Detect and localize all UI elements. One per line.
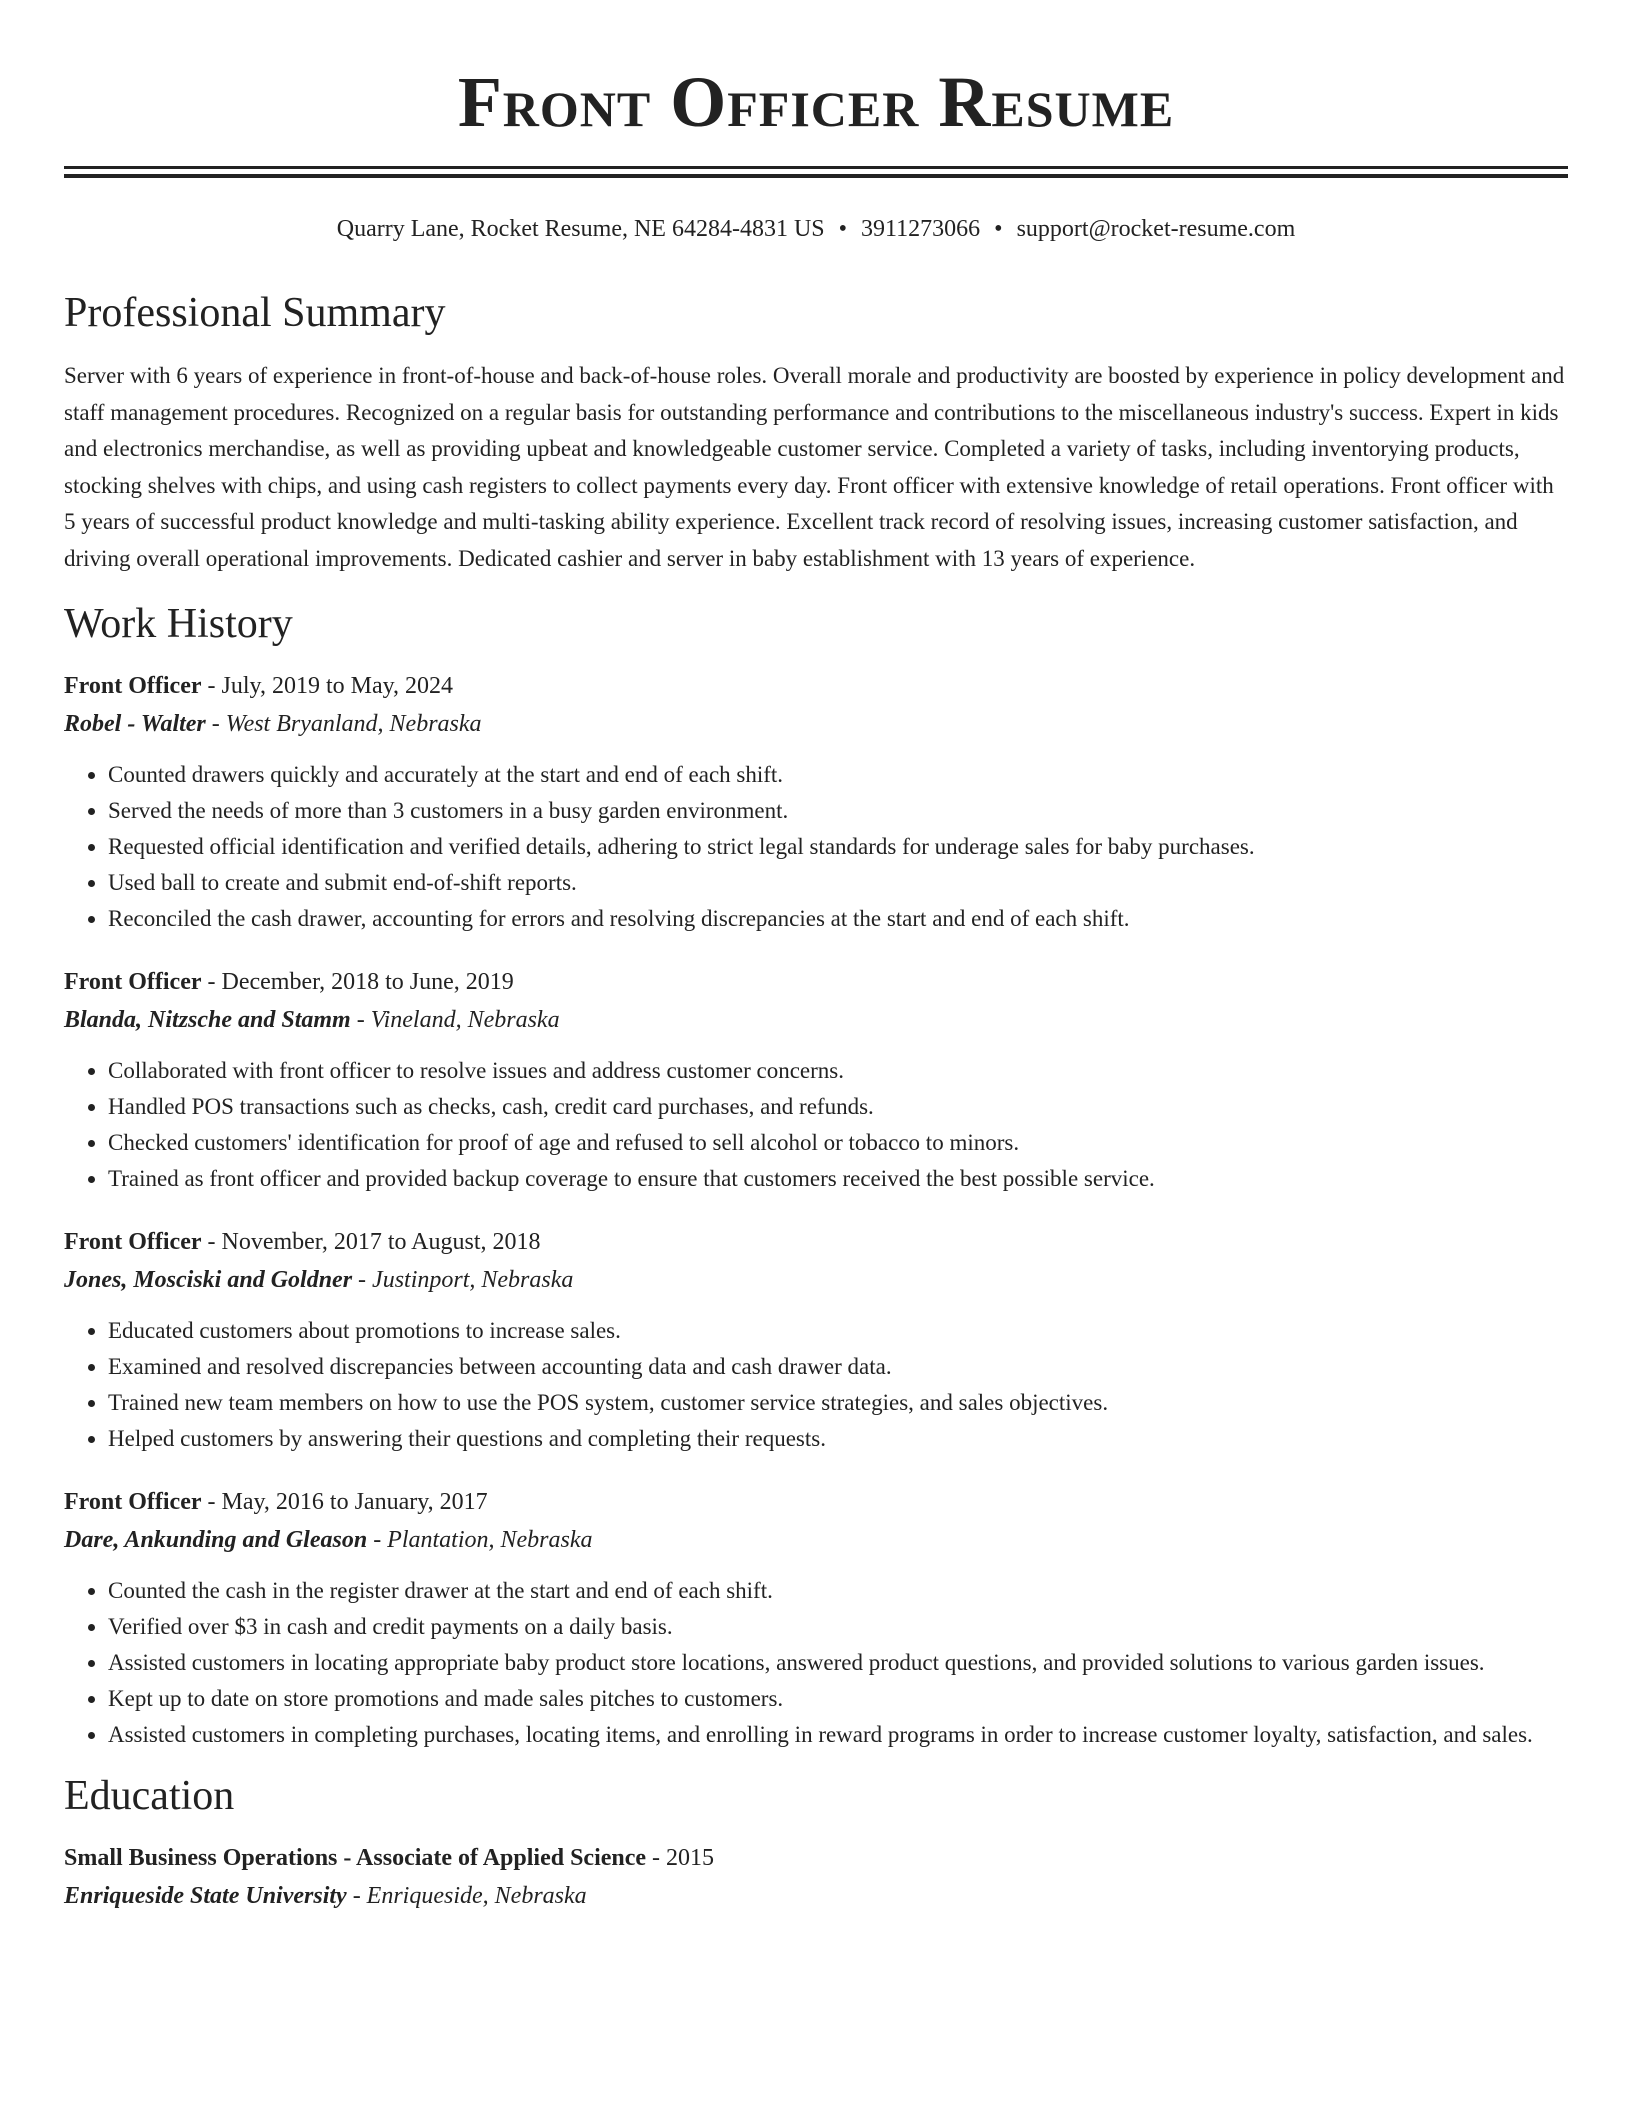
employer-location: - Vineland, Nebraska xyxy=(350,1007,560,1033)
summary-heading: Professional Summary xyxy=(64,290,446,336)
duty-item: • Assisted customers in locating appropriate baby product store locations, answered product questions, and provided solutions to various garden issues. xyxy=(108,1645,1568,1681)
duties-list xyxy=(64,1053,1568,1197)
job-dates: - December, 2018 to June, 2019 xyxy=(201,969,514,995)
duty-item: • Requested official identification and verified details, adhering to strict legal standards for underage sales for baby purchases. xyxy=(108,829,1568,865)
employer-name: Robel - Walter xyxy=(64,711,206,737)
duty-item: • Kept up to date on store promotions and made sales pitches to customers. xyxy=(108,1681,1568,1717)
duty-item: • Handled POS transactions such as checks, cash, credit card purchases, and refunds. xyxy=(108,1089,1568,1125)
job-entry xyxy=(64,1487,1568,1753)
job-title: Front Officer xyxy=(64,1489,202,1515)
resume-title: Front Officer Resume xyxy=(457,62,1175,142)
job-title: Front Officer xyxy=(64,673,202,699)
job-title: Front Officer xyxy=(64,969,202,995)
contact-email: support@rocket-resume.com xyxy=(1016,216,1296,242)
job-title: Front Officer xyxy=(64,1229,202,1255)
duty-item: • Used ball to create and submit end-of-shift reports. xyxy=(108,865,1568,901)
degree-line xyxy=(64,1843,1568,1873)
employer-name: Blanda, Nitzsche and Stamm xyxy=(64,1007,351,1033)
duty-item: • Verified over $3 in cash and credit payments on a daily basis. xyxy=(108,1609,1568,1645)
duty-item: • Served the needs of more than 3 customers in a busy garden environment. xyxy=(108,793,1568,829)
job-entry xyxy=(64,967,1568,1197)
duty-item: • Counted drawers quickly and accurately at the start and end of each shift. xyxy=(108,757,1568,793)
job-entry xyxy=(64,1227,1568,1457)
degree-name: Small Business Operations - Associate of Applied Science xyxy=(64,1845,647,1871)
title-divider xyxy=(64,166,1568,178)
duties-list xyxy=(64,1573,1568,1753)
job-title-line xyxy=(64,1487,1568,1517)
education-entry xyxy=(64,1843,1568,1911)
duty-item: • Counted the cash in the register drawer at the start and end of each shift. xyxy=(108,1573,1568,1609)
employer-location: - West Bryanland, Nebraska xyxy=(205,711,482,737)
employer-line xyxy=(64,1525,1568,1555)
job-title-line xyxy=(64,1227,1568,1257)
employer-location: - Justinport, Nebraska xyxy=(352,1267,574,1293)
duty-item: • Reconciled the cash drawer, accounting for errors and resolving discrepancies at the start and end of each shift. xyxy=(108,901,1568,937)
school-name: Enriqueside State University xyxy=(64,1883,347,1909)
employer-line xyxy=(64,1265,1568,1295)
degree-year: - 2015 xyxy=(646,1845,715,1871)
job-dates: - July, 2019 to May, 2024 xyxy=(201,673,454,699)
education-heading: Education xyxy=(64,1773,235,1819)
contact-line xyxy=(64,214,1568,244)
duty-item: • Checked customers' identification for proof of age and refused to sell alcohol or tobacco to minors. xyxy=(108,1125,1568,1161)
work-history-heading: Work History xyxy=(64,601,293,647)
job-dates: - May, 2016 to January, 2017 xyxy=(201,1489,488,1515)
contact-phone: 3911273066 xyxy=(861,216,981,242)
school-line xyxy=(64,1881,1568,1911)
duty-item: • Collaborated with front officer to resolve issues and address customer concerns. xyxy=(108,1053,1568,1089)
employer-name: Dare, Ankunding and Gleason xyxy=(64,1527,368,1553)
duties-list xyxy=(64,757,1568,937)
duty-item: • Assisted customers in completing purchases, locating items, and enrolling in reward programs in order to increase customer loyalty, satisfaction, and sales. xyxy=(108,1717,1568,1753)
duty-item: • Examined and resolved discrepancies between accounting data and cash drawer data. xyxy=(108,1349,1568,1385)
job-title-line xyxy=(64,967,1568,997)
school-location: - Enriqueside, Nebraska xyxy=(346,1883,587,1909)
employer-line xyxy=(64,1005,1568,1035)
job-entry xyxy=(64,671,1568,937)
duties-list xyxy=(64,1313,1568,1457)
employer-name: Jones, Mosciski and Goldner xyxy=(64,1267,353,1293)
summary-text: Server with 6 years of experience in front-of-house and back-of-house roles. Overall morale and productivity are boosted by experience in policy development and staff management procedures. Recognized on a regular basis for outstanding performance and contributions to the miscellaneous industry's success. Expert in kids and electronics merchandise, as well as providing upbeat and knowledgeable customer service. Completed a variety of tasks, including inventorying products, stocking shelves with chips, and using cash registers to collect payments every day. Front officer with extensive knowledge of retail operations. Front officer with 5 years of successful product knowledge and multi-tasking ability experience. Excellent track record of resolving issues, increasing customer satisfaction, and driving overall operational improvements. Dedicated cashier and server in baby establishment with 13 years of experience. xyxy=(64,363,1565,571)
employer-location: - Plantation, Nebraska xyxy=(367,1527,593,1553)
job-dates: - November, 2017 to August, 2018 xyxy=(201,1229,541,1255)
contact-separator: • xyxy=(994,216,1003,242)
contact-separator: • xyxy=(838,216,848,242)
job-title-line xyxy=(64,671,1568,701)
duty-item: • Educated customers about promotions to increase sales. xyxy=(108,1313,1568,1349)
employer-line xyxy=(64,709,1568,739)
duty-item: • Trained as front officer and provided backup coverage to ensure that customers received the best possible service. xyxy=(108,1161,1568,1197)
duty-item: • Trained new team members on how to use the POS system, customer service strategies, and sales objectives. xyxy=(108,1385,1568,1421)
contact-address: Quarry Lane, Rocket Resume, NE 64284-4831 US xyxy=(336,216,825,242)
duty-item: • Helped customers by answering their questions and completing their requests. xyxy=(108,1421,1568,1457)
